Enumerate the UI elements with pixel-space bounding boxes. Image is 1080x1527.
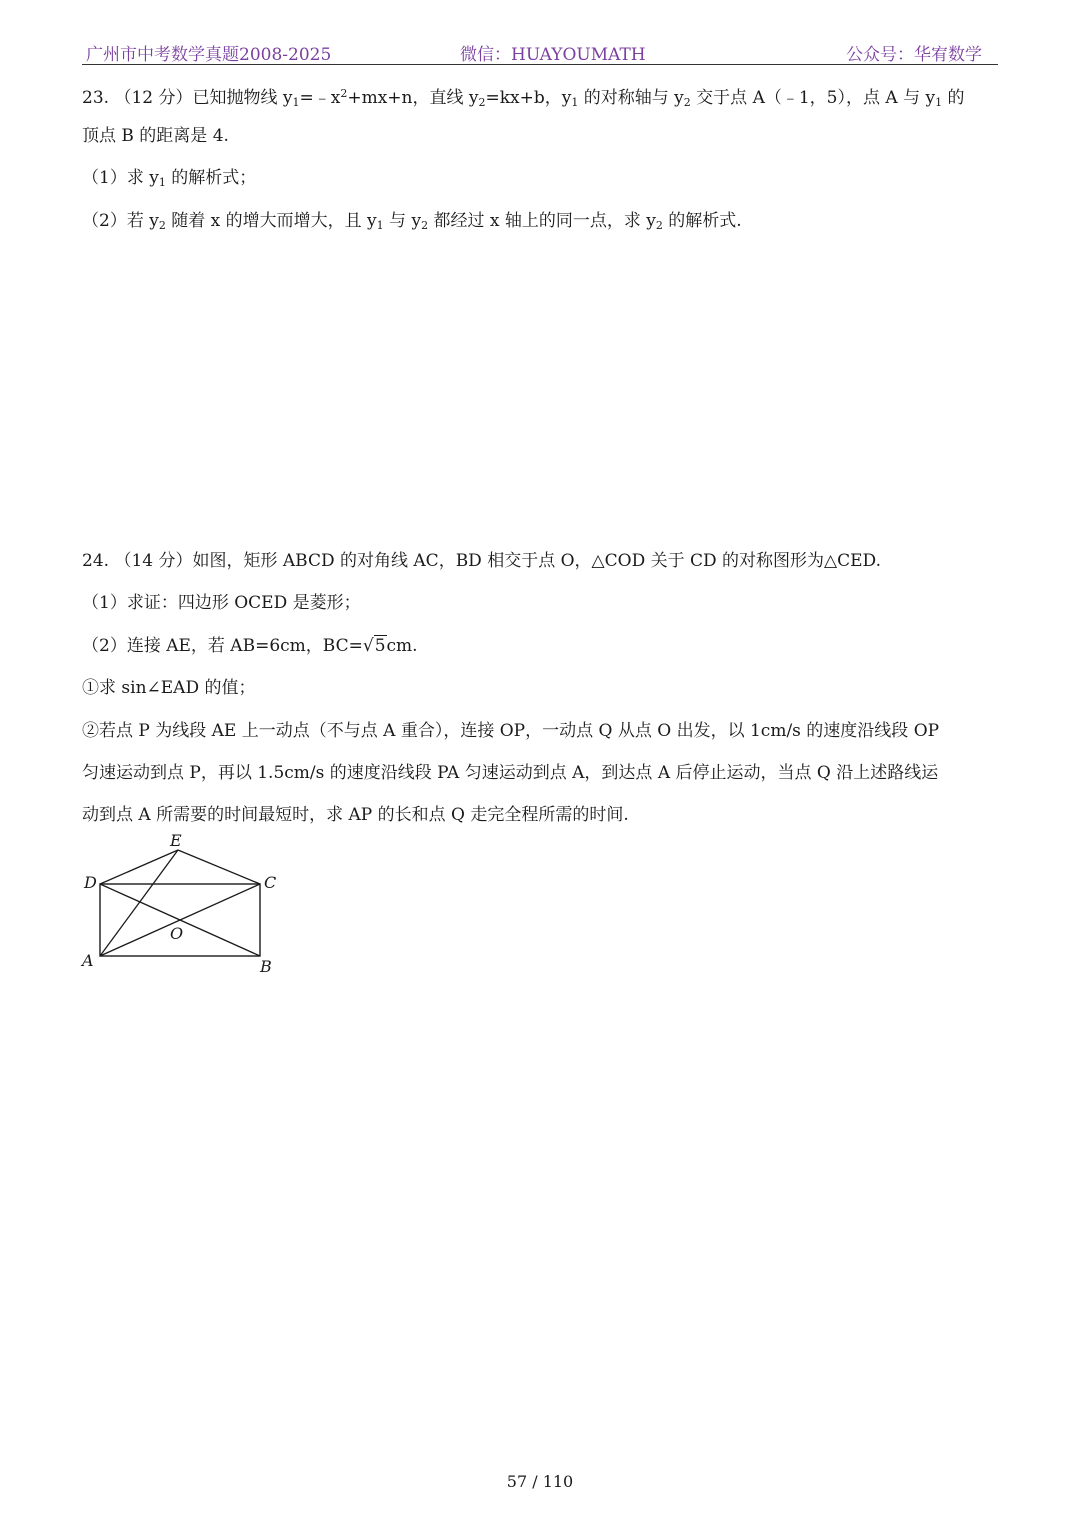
q24-sub-1: ①求 sin∠EAD 的值；	[82, 678, 256, 698]
q24-part-2: （2）连接 AE，若 AB=6cm，BC=√5cm.	[82, 636, 418, 656]
label-e: E	[170, 831, 182, 850]
q24-part-1: （1）求证：四边形 OCED 是菱形；	[82, 593, 361, 613]
sqrt-symbol: √5	[362, 636, 386, 656]
label-o: O	[170, 924, 184, 943]
q23-line-2: 顶点 B 的距离是 4.	[82, 126, 229, 146]
label-b: B	[260, 957, 272, 976]
label-a: A	[82, 951, 94, 970]
q24-line-1: 24. （14 分）如图，矩形 ABCD 的对角线 AC，BD 相交于点 O，△COD 关于 CD 的对称图形为△CED.	[82, 551, 881, 571]
label-c: C	[264, 873, 277, 892]
page-header	[82, 34, 998, 65]
q23-part-2: （2）若 $y_2$ 随着 x 的增大而增大，且 $y_1$ 与 $y_2$ 都经过 x 轴上的同一点，求 $y_2$ 的解析式.	[82, 211, 742, 232]
geometry-figure	[78, 832, 288, 980]
segment-ae	[100, 850, 178, 956]
segment-ce	[178, 850, 260, 884]
q24-sub-2-line-2: 匀速运动到点 P，再以 1.5cm/s 的速度沿线段 PA 匀速运动到点 A，到达点 A 后停止运动，当点 Q 沿上述路线运	[82, 763, 939, 783]
q24-sub-2-line-1: ②若点 P 为线段 AE 上一动点（不与点 A 重合），连接 OP，一动点 Q 从点 O 出发，以 1cm/s 的速度沿线段 OP	[82, 721, 940, 741]
q23-part-1: （1）求 $y_1$ 的解析式；	[82, 168, 257, 189]
segment-de	[100, 850, 178, 884]
header-title: 广州市中考数学真题2008-2025	[86, 45, 332, 65]
header-account: 公众号：华宥数学	[846, 45, 982, 65]
figure-svg	[78, 832, 288, 980]
q24-sub-2-line-3: 动到点 A 所需要的时间最短时，求 AP 的长和点 Q 走完全程所需的时间.	[82, 805, 629, 825]
label-d: D	[84, 873, 97, 892]
q23-line-1: 23. （12 分）已知抛物线 $y_1=﹣x^2+mx+n$，直线 $y_2=kx+b$，$y_1$ 的对称轴与 $y_2$ 交于点 A（﹣1，5），点 A 与 $y_1$ 的	[82, 87, 965, 109]
page-number: 57 / 110	[506, 1472, 574, 1491]
header-wechat: 微信：HUAYOUMATH	[460, 45, 646, 65]
